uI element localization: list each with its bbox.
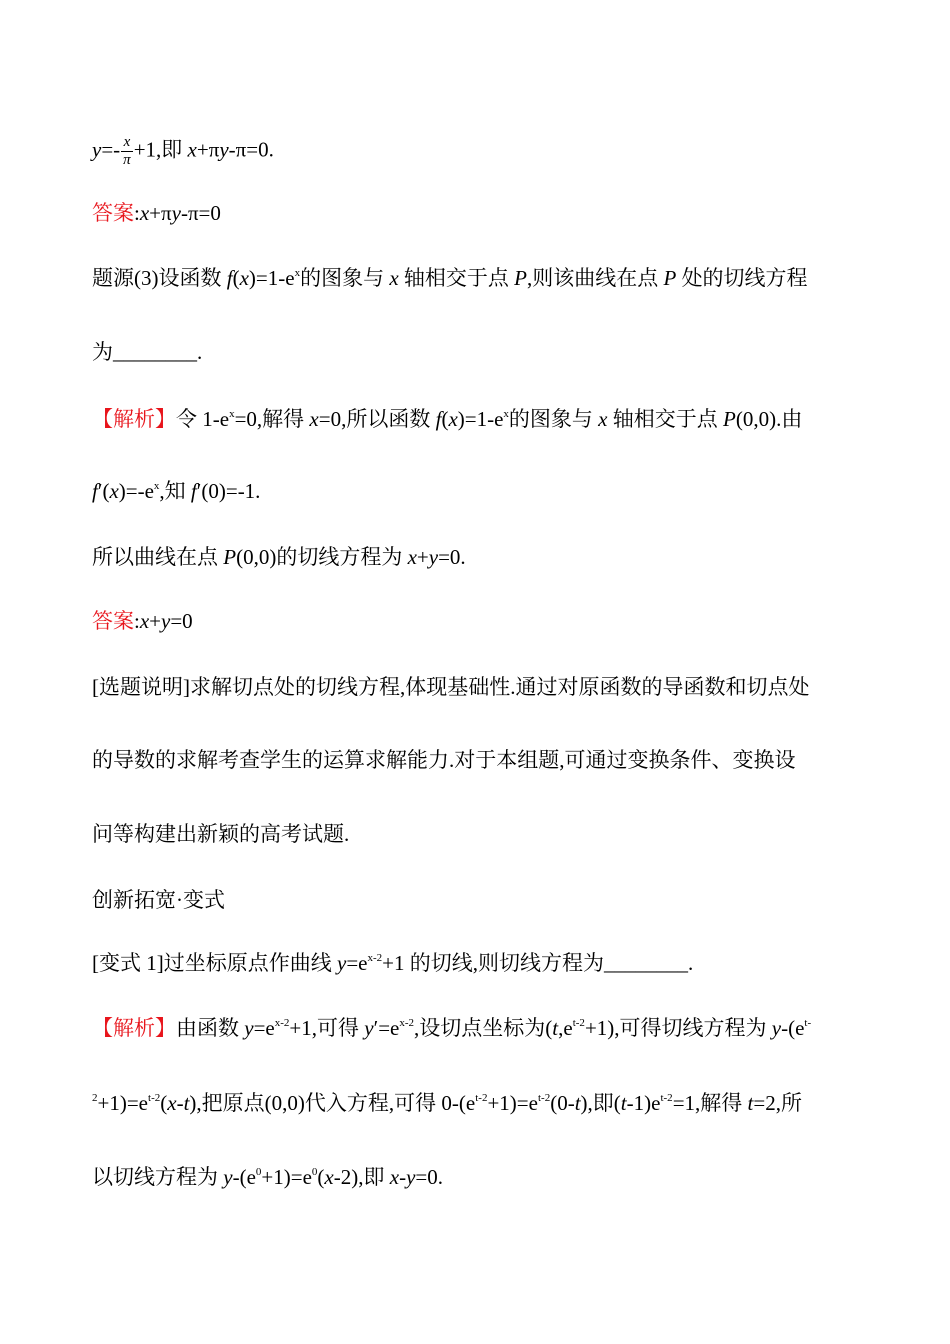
text-line-9: [选题说明]求解切点处的切线方程,体现基础性.通过对原函数的导函数和切点处 — [92, 675, 810, 699]
answer-label: 答案 — [92, 201, 134, 225]
text-line-15: $^2+1)=e^{t-2}(x-t)$,把原点(0,0)代入方程,可得 $0-(e^{t-2}+1)=e^{t-2}(0-t)$,即$(t-1)e^{t-2}=1$,解得 t=2,所 — [92, 1091, 802, 1115]
analysis-label: 【解析】 — [92, 1016, 176, 1040]
text-line-16: 以切线方程为 $y-(e^0+1)=e^0(x-2)$,即 x-y=0. — [92, 1165, 443, 1189]
answer-line-1: 答案:x+πy-π=0 — [92, 201, 221, 225]
analysis-line-1: 【解析】令 $1-e^x=0$,解得 x=0,所以函数 $f(x)=1-e^x$的图象与 x 轴相交于点 P(0,0).由 — [92, 407, 803, 431]
answer-label: 答案 — [92, 609, 134, 633]
analysis-line-2: 【解析】由函数 $y=e^{x-2}+1$,可得 $y'=e^{x-2}$,设切点坐标为$(t,e^{t-2}+1)$,可得切线方程为 $y-(e^{t-}$ — [92, 1016, 812, 1040]
section-heading: 创新拓宽·变式 — [92, 888, 225, 912]
fraction: $\frac{x}{\pi}$ — [123, 134, 131, 169]
text-line-1: y=- $\frac{x}{\pi}$ +1,即 x+πy-π=0. — [92, 134, 274, 169]
text-line-3: 题源(3)设函数 $f(x)=1-e^x$的图象与 x 轴相交于点 P,则该曲线在点 P 处的切线方程 — [92, 266, 808, 290]
text-line-6: $f'(x)=-e^x$,知 f′(0)=-1. — [92, 479, 261, 503]
answer-line-2: 答案:x+y=0 — [92, 609, 193, 633]
text-line-4: 为________. — [92, 340, 203, 364]
analysis-label: 【解析】 — [92, 407, 176, 431]
text-line-7: 所以曲线在点 P(0,0)的切线方程为 x+y=0. — [92, 545, 466, 569]
text-line-13: [变式 1]过坐标原点作曲线 $y=e^{x-2}+1$ 的切线,则切线方程为________. — [92, 951, 694, 975]
text-line-11: 问等构建出新颖的高考试题. — [92, 822, 350, 846]
text-line-10: 的导数的求解考查学生的运算求解能力.对于本组题,可通过变换条件、变换设 — [92, 748, 796, 772]
